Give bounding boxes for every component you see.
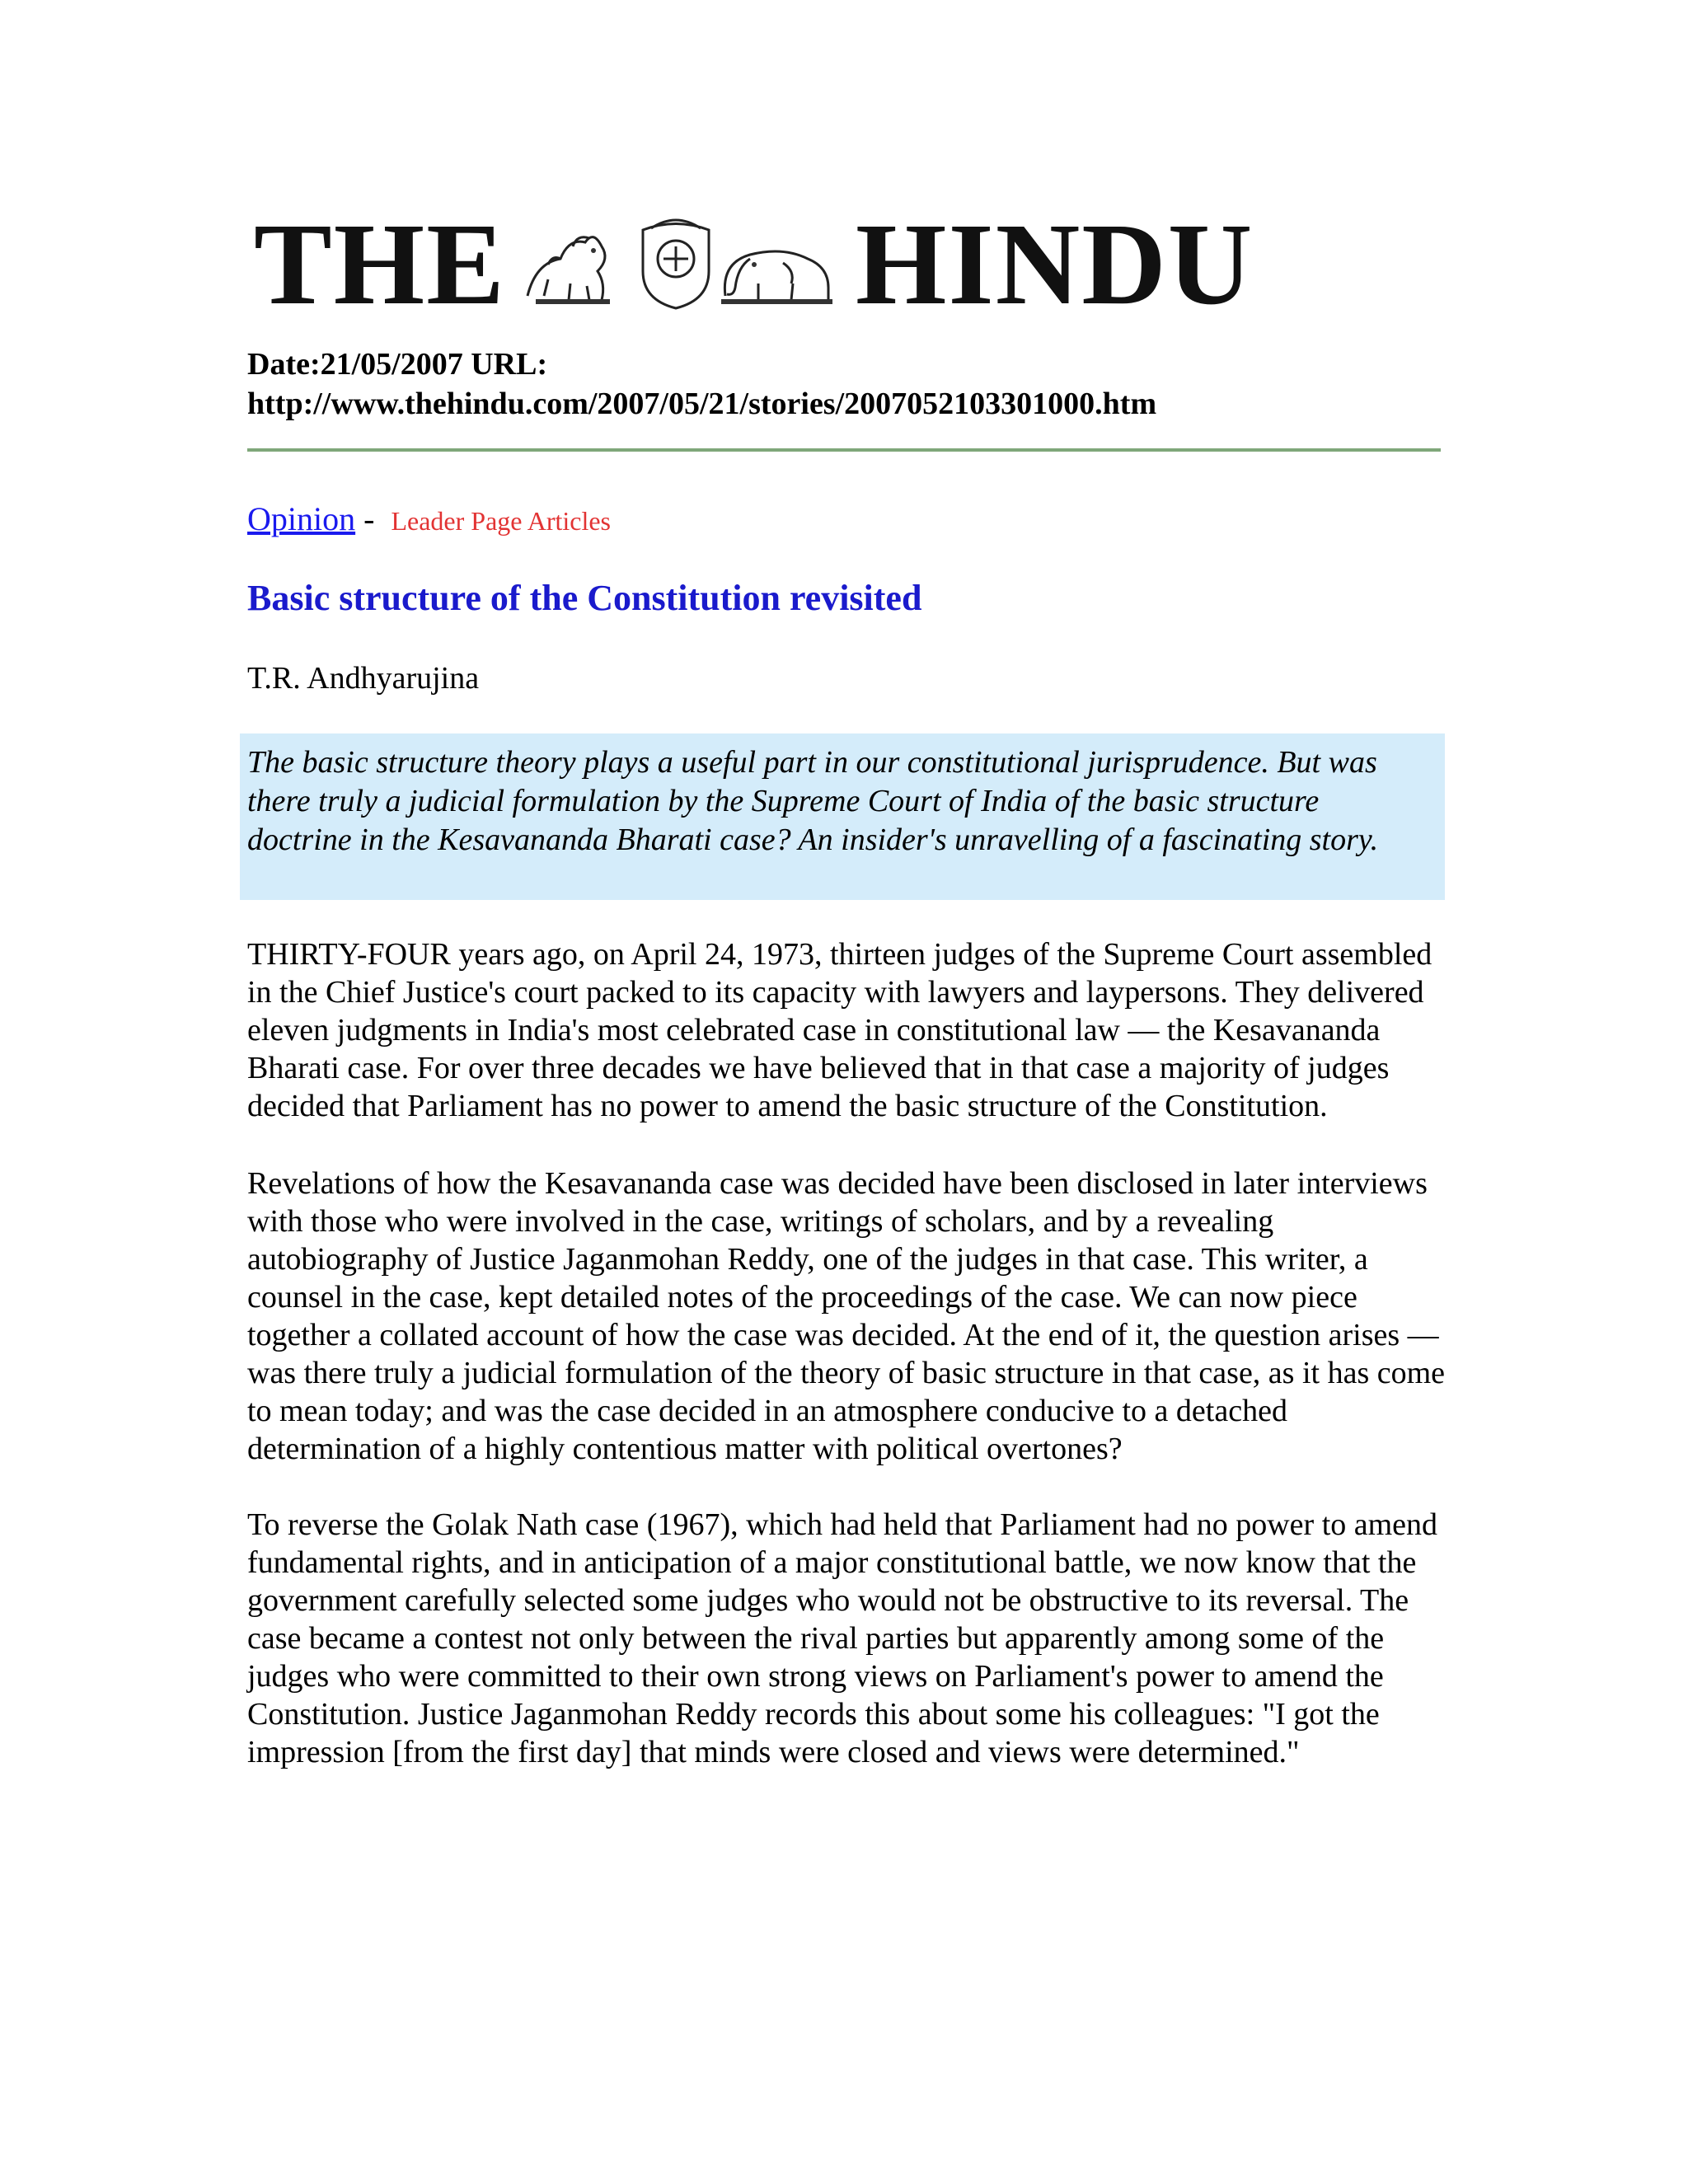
article-summary: The basic structure theory plays a useful part in our constitutional jurisprudence. But was there truly a judicial formulation by the Supreme Court of India of the basic structure doctrine in the Kesavananda Bharati case? An insider's unravelling of a fascinating story. [247, 745, 1379, 857]
date-line: Date:21/05/2007 URL: [247, 347, 548, 382]
breadcrumb-separator: - [363, 500, 375, 537]
body-paragraph: To reverse the Golak Nath case (1967), which had held that Parliament had no power to amend fundamental rights, and in anticipation of a major constitutional battle, we now know that the government carefully selected some judges who would not be obstructive to its reversal. The case became a contest not only between the rival parties but apparently among some of the judges who were committed to their own strong views on Parliament's power to amend the Constitution. Justice Jaganmohan Reddy records this about some his colleagues: "I got the impression [from the first day] that minds were closed and views were determined." [247, 1507, 1438, 1769]
body-paragraph: THIRTY-FOUR years ago, on April 24, 1973, thirteen judges of the Supreme Court assembled in the Chief Justice's court packed to its capacity with lawyers and laypersons. They delivered eleven judgments in India's most celebrated case in constitutional law — the Kesavananda Bharati case. For over three decades we have believed that in that case a majority of judges decided that Parliament has no power to amend the basic structure of the Constitution. [247, 937, 1432, 1123]
article-body [247, 935, 1459, 1811]
divider [247, 448, 1441, 452]
article-headline: Basic structure of the Constitution revisited [247, 578, 922, 618]
masthead-hindu: HINDU [856, 199, 1254, 329]
opinion-link[interactable]: Opinion [247, 500, 356, 537]
article-byline: T.R. Andhyarujina [247, 661, 480, 696]
article-summary-box [240, 733, 1445, 900]
masthead-the: THE [254, 199, 506, 329]
heraldic-emblem-icon [511, 213, 841, 312]
article-meta [247, 344, 1156, 424]
url-line: http://www.thehindu.com/2007/05/21/stories/2007052103301000.htm [247, 387, 1157, 421]
body-paragraph: Revelations of how the Kesavananda case was decided have been disclosed in later interviews with those who were involved in the case, writings of scholars, and by a revealing autobiography of Justice Jaganmohan Reddy, one of the judges in that case. This writer, a counsel in the case, kept detailed notes of the proceedings of the case. We can now piece together a collated account of how the case was decided. At the end of it, the question arises — was there truly a judicial formulation of the theory of basic structure in that case, as it has come to mean today; and was the case decided in an atmosphere conducive to a detached determination of a highly contentious matter with political overtones? [247, 1166, 1446, 1466]
masthead-logo[interactable] [247, 199, 1254, 329]
subsection-label: Leader Page Articles [391, 506, 611, 536]
breadcrumb [247, 494, 611, 546]
